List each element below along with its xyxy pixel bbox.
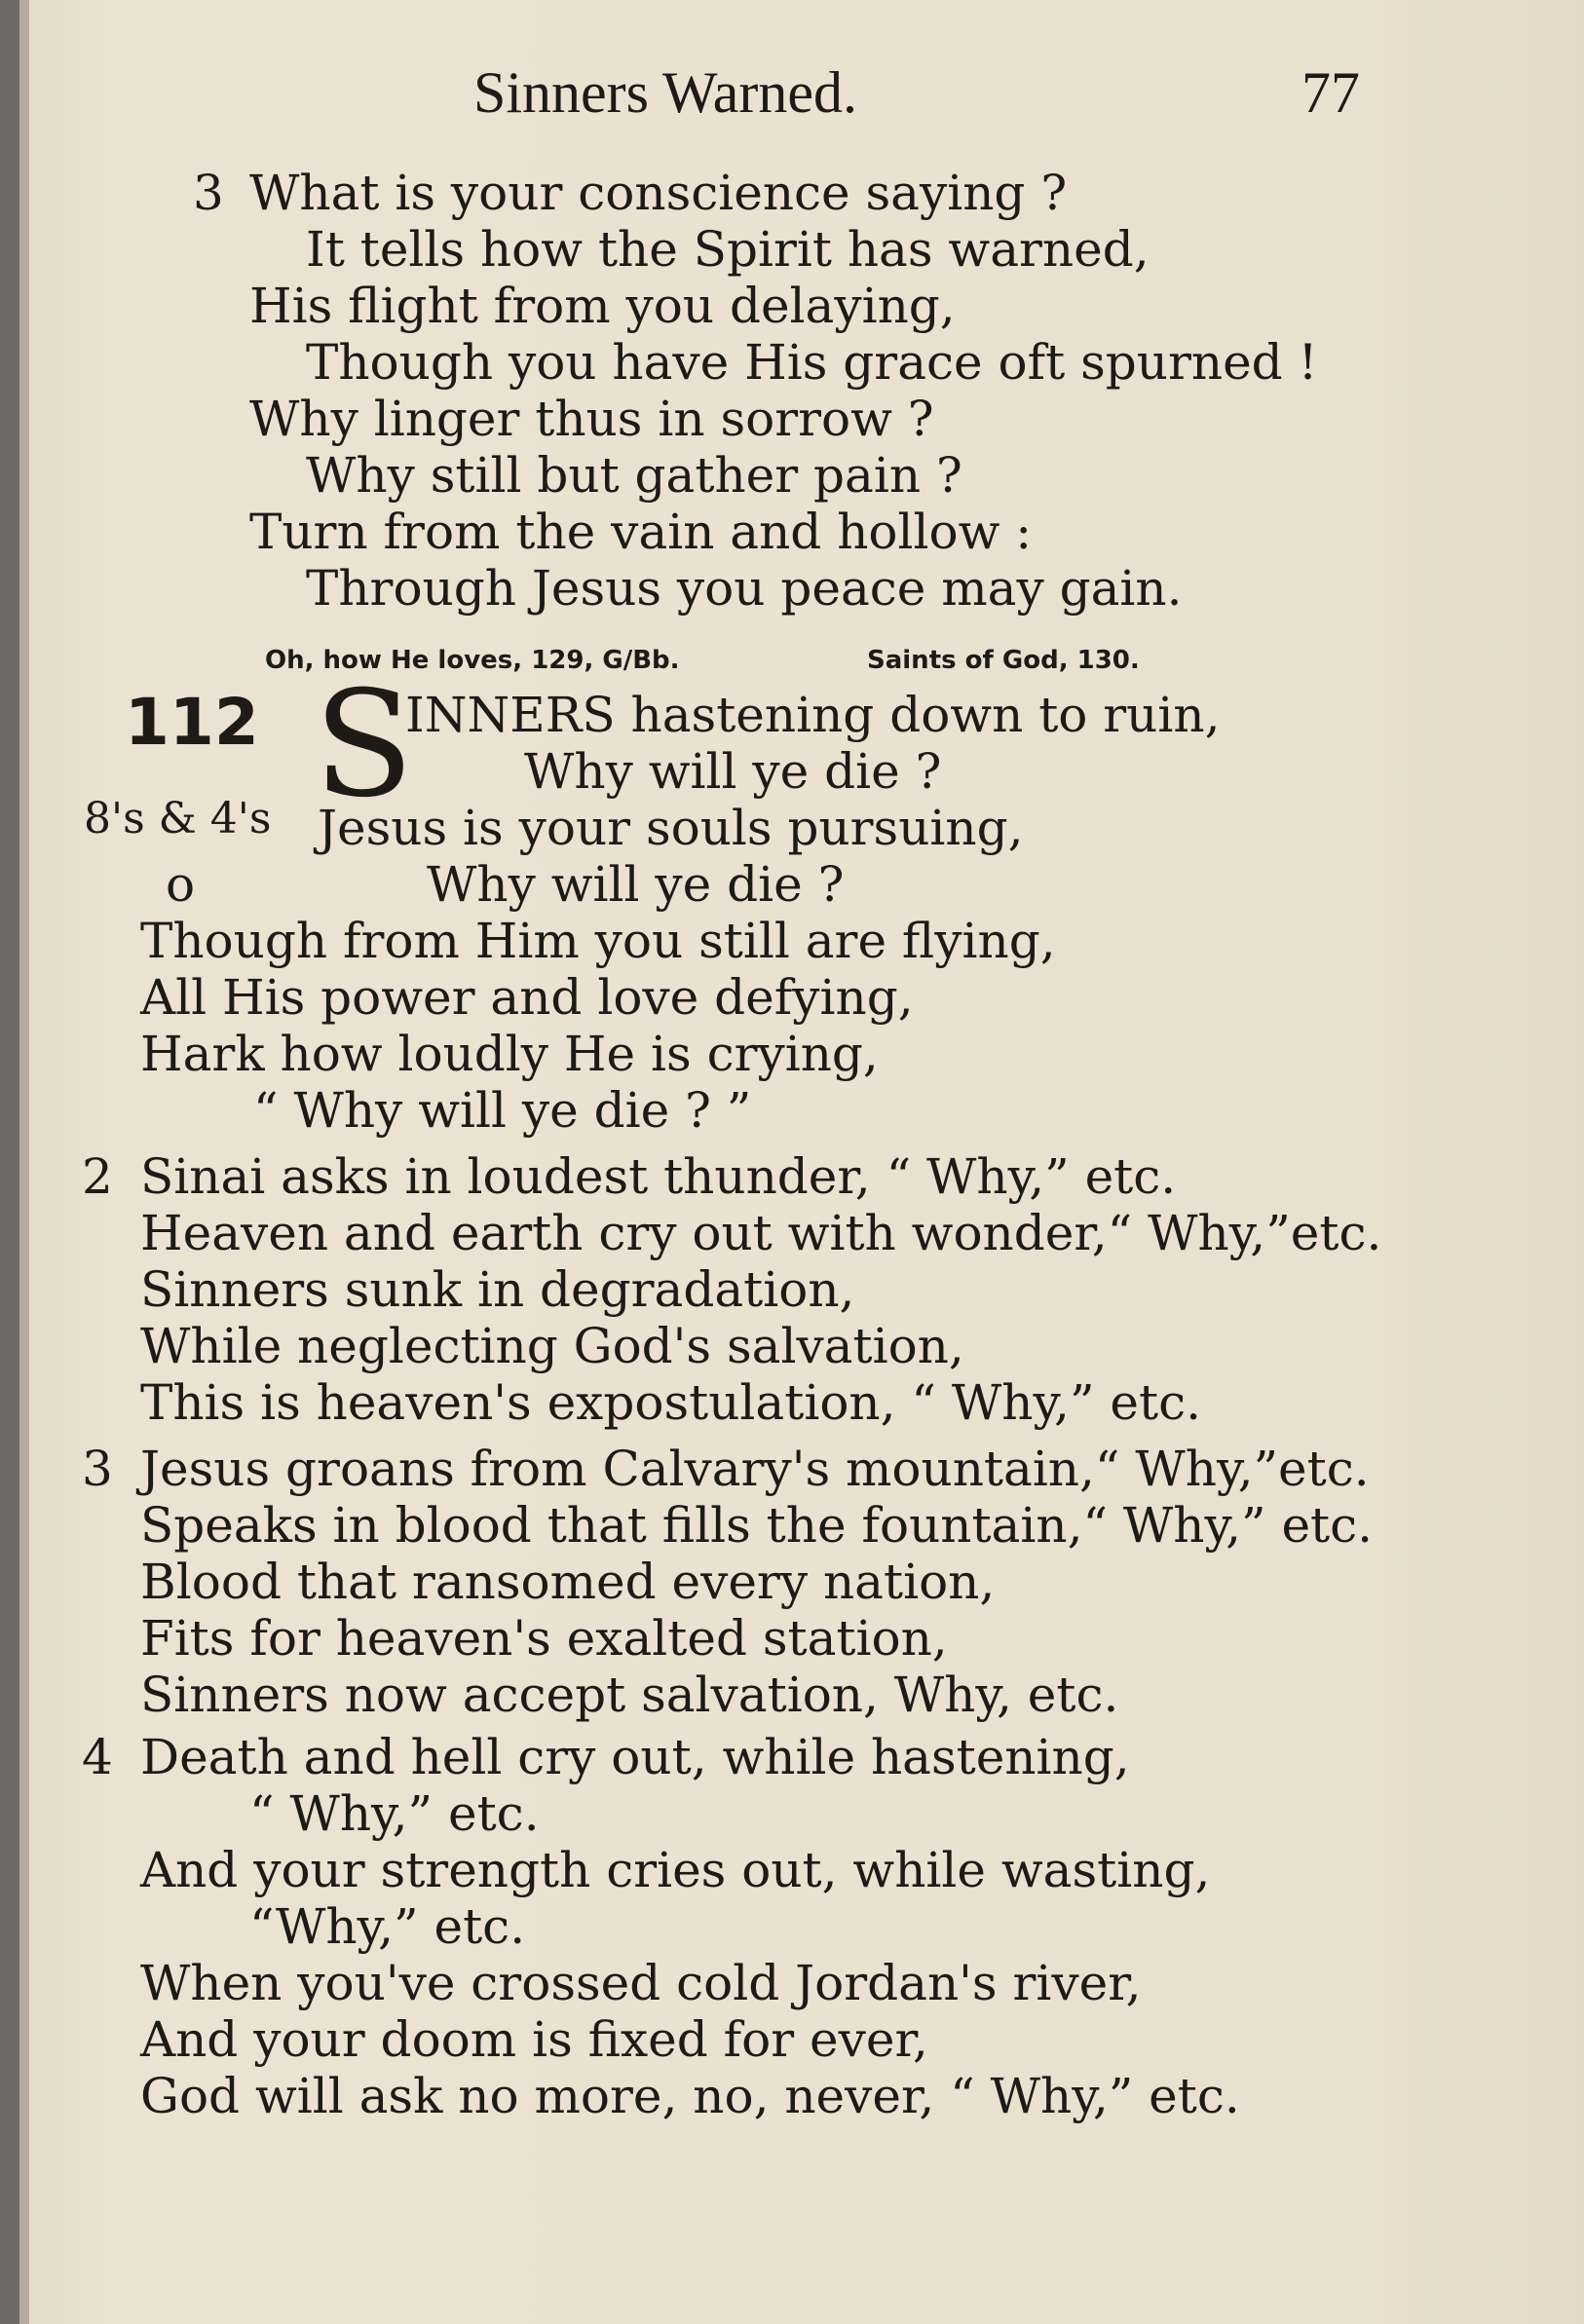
tune-ref-right: Saints of God, 130.: [867, 646, 1140, 675]
stanza3-line-2: Speaks in blood that fills the fountain,“ Why,” etc.: [140, 1497, 1374, 1554]
hymn-first-line: INNERS hastening down to ruin,: [405, 687, 1221, 743]
stanza1-line-8: “ Why will ye die ? ”: [253, 1082, 752, 1139]
prev-verse-line-6: Why still but gather pain ?: [306, 447, 962, 504]
stanza2-line-2: Heaven and earth cry out with wonder,“ Why,”etc.: [140, 1205, 1382, 1261]
hymn-meter: 8's & 4's: [84, 794, 272, 843]
stanza2-line-5: This is heaven's expostulation, “ Why,” etc.: [140, 1374, 1201, 1431]
hymn-key-mark: o: [166, 856, 196, 913]
tune-ref-left: Oh, how He loves, 129, G/Bb.: [265, 646, 680, 675]
stanza1-line-4: Why will ye die ?: [427, 856, 845, 913]
stanza3-line-1: Jesus groans from Calvary's mountain,“ Why,”etc.: [140, 1441, 1370, 1497]
prev-verse-line-4: Though you have His grace oft spurned !: [306, 334, 1318, 391]
prev-verse-line-7: Turn from the vain and hollow :: [249, 504, 1033, 560]
stanza3-line-4: Fits for heaven's exalted station,: [140, 1610, 948, 1667]
page-number: 77: [1301, 60, 1360, 125]
prev-verse-line-3: His flight from you delaying,: [249, 278, 956, 334]
prev-verse-line-5: Why linger thus in sorrow ?: [249, 391, 934, 447]
stanza1-line-6: All His power and love defying,: [140, 969, 914, 1026]
hymn-number: 112: [125, 685, 259, 760]
stanza3-line-3: Blood that ransomed every nation,: [140, 1554, 996, 1610]
stanza3-number: 3: [82, 1441, 113, 1497]
page-title: Sinners Warned.: [473, 60, 857, 125]
stanza1-line-7: Hark how loudly He is crying,: [140, 1026, 879, 1082]
prev-verse-line-2: It tells how the Spirit has warned,: [306, 221, 1150, 278]
prev-verse-number: 3: [193, 165, 224, 221]
stanza2-number: 2: [82, 1148, 113, 1205]
stanza4-line-2: “ Why,” etc.: [249, 1785, 540, 1842]
stanza2-line-1: Sinai asks in loudest thunder, “ Why,” etc.: [140, 1148, 1177, 1205]
stanza4-line-6: And your doom is fixed for ever,: [140, 2011, 928, 2068]
stanza4-line-4: “Why,” etc.: [249, 1898, 526, 1955]
stanza2-line-4: While neglecting God's salvation,: [140, 1318, 964, 1374]
stanza1-line-3: Jesus is your souls pursuing,: [318, 800, 1024, 856]
stanza4-line-7: God will ask no more, no, never, “ Why,” etc.: [140, 2068, 1240, 2124]
stanza1-line-2: Why will ye die ?: [524, 743, 942, 800]
stanza4-line-1: Death and hell cry out, while hastening,: [140, 1729, 1130, 1785]
prev-verse-line-8: Through Jesus you peace may gain.: [306, 560, 1183, 617]
drop-cap: S: [314, 660, 414, 830]
stanza1-line-5: Though from Him you still are flying,: [140, 913, 1056, 969]
stanza4-line-3: And your strength cries out, while wasting,: [140, 1842, 1211, 1898]
book-gutter: [19, 0, 29, 2324]
book-spine-edge: [0, 0, 19, 2324]
stanza2-line-3: Sinners sunk in degradation,: [140, 1261, 855, 1318]
stanza3-line-5: Sinners now accept salvation, Why, etc.: [140, 1667, 1119, 1723]
stanza4-number: 4: [82, 1729, 113, 1785]
stanza4-line-5: When you've crossed cold Jordan's river,: [140, 1955, 1142, 2011]
prev-verse-line-1: What is your conscience saying ?: [249, 165, 1068, 221]
